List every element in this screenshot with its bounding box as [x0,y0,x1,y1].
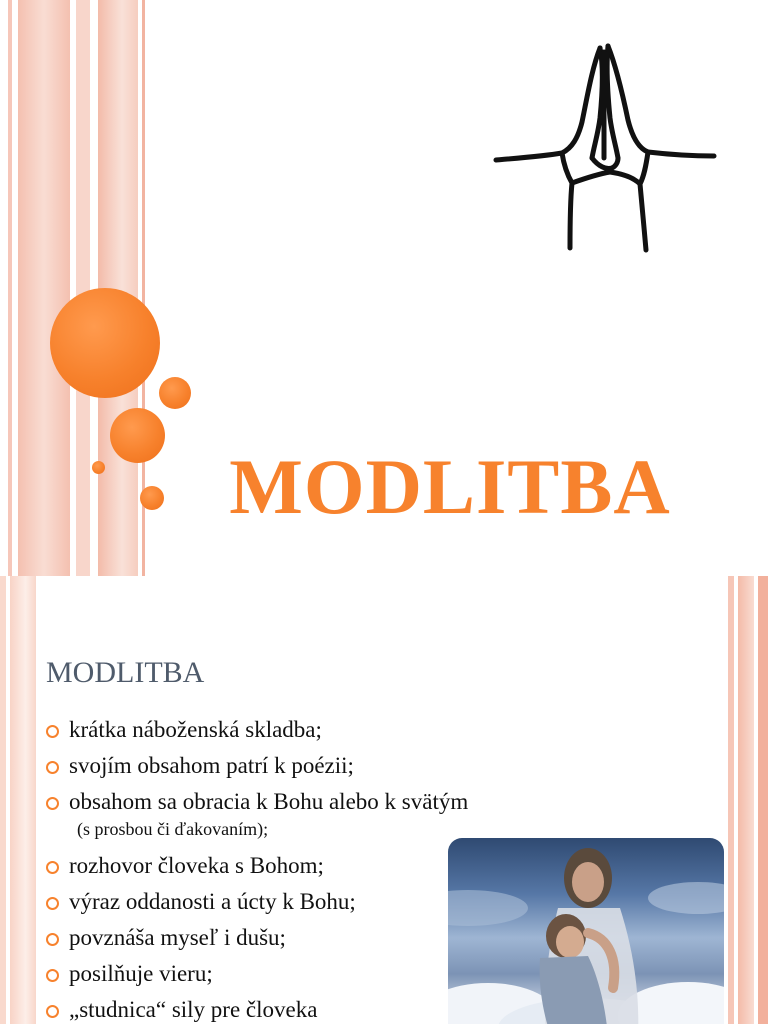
content-slide [0,576,768,1024]
slide-title: MODLITBA [229,443,671,530]
decorative-circle-small [159,377,191,409]
list-item: krátka náboženská skladba; [44,712,544,748]
list-item: obsahom sa obracia k Bohu alebo k svätým [44,784,544,820]
list-item: svojím obsahom patrí k poézii; [44,748,544,784]
religious-photo [448,838,724,1024]
photo-illustration [448,838,724,1024]
hollow-circle-bullet-icon [46,897,59,910]
hollow-circle-bullet-icon [46,761,59,774]
decorative-circle-tiny [92,461,105,474]
hollow-circle-bullet-icon [46,861,59,874]
decorative-stripes-right [728,576,768,1024]
hollow-circle-bullet-icon [46,725,59,738]
decorative-circle-large [50,288,160,398]
praying-hands-icon [490,38,720,258]
list-item: „studnica“ sily pre človeka [44,992,544,1024]
list-item: povznáša myseľ i dušu; [44,920,544,956]
decorative-circle-medium [110,408,165,463]
list-item: výraz oddanosti a úcty k Bohu; [44,884,544,920]
decorative-stripes-left [0,576,40,1024]
slide-heading: MODLITBA [46,656,205,689]
list-item: rozhovor človeka s Bohom; [44,848,544,884]
hollow-circle-bullet-icon [46,933,59,946]
list-item: posilňuje vieru; [44,956,544,992]
decorative-stripes-left [0,0,150,576]
list-item-continuation: (s prosbou či ďakovaním); [77,819,269,839]
hollow-circle-bullet-icon [46,969,59,982]
hollow-circle-bullet-icon [46,1005,59,1018]
hollow-circle-bullet-icon [46,797,59,810]
decorative-circle-small-2 [140,486,164,510]
